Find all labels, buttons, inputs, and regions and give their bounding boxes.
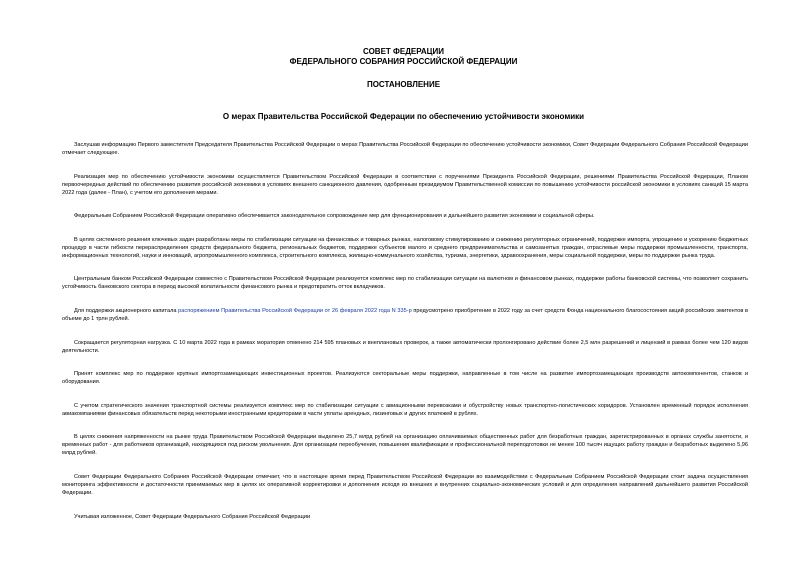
link-paragraph-after: предусмотрено приобретение в 2022 году за счет средств Фонда национального благосостояния акций российских эмитентов в объеме до 1 трлн рублей.: [62, 307, 748, 322]
paragraph: Принят комплекс мер по поддержке крупных импортозамещающих инвестиционных проектов. Реализуются секторальные меры поддержки, направленные в том числе на развитие импортозамещающих производств автокомпонентов, станков и оборудования.: [62, 371, 748, 386]
issuer-line-2: ФЕДЕРАЛЬНОГО СОБРАНИЯ РОССИЙСКОЙ ФЕДЕРАЦИИ: [289, 57, 518, 66]
paragraph: В целях снижения напряженности на рынке труда Правительством Российской Федерации выделено 25,7 млрд рублей на организацию оплачиваемых общественных работ для безработных граждан, зарегистрированных в органах службы занятости, и временных работ - для работников организаций, находящихся под риском увольнения. Для организации переобучения, повышения квалификации и профессиональной переподготовки не менее 100 тысяч ищущих работу граждан и безработных выделено 5,96 млрд рублей.: [62, 434, 748, 457]
decree-link[interactable]: распоряжением Правительства Российской Федерации от 26 февраля 2022 года N 335-р: [178, 307, 412, 314]
issuer-line-1: СОВЕТ ФЕДЕРАЦИИ: [363, 47, 444, 56]
paragraph-with-link: [62, 307, 748, 323]
paragraph: Сокращается регуляторная нагрузка. С 10 марта 2022 года в рамках моратория отменено 214 595 плановых и внеплановых проверок, а также автоматически пролонгировано действие более 2,5 млн разрешений и лицензий в рамках более чем 120 видов деятельности.: [62, 339, 748, 354]
paragraph: Центральным банком Российской Федерации совместно с Правительством Российской Федерации реализуется комплекс мер по стабилизации ситуации на валютном и финансовом рынках, поддержке работы банковской системы, что позволяет сохранить устойчивость банковского сектора в период высокой волатильности финансового рынка и предотвратить отток вкладчиков.: [62, 276, 748, 291]
paragraph: С учетом стратегического значения транспортной системы реализуется комплекс мер по стабилизации ситуации с авиационными перевозками и обустройству новых транспортно-логистических коридоров. Установлен временный порядок исполнения авиакомпаниями финансовых обязательств перед некоторыми иностранными кредиторами в части уплаты арендных, лизинговых и других платежей в рублях.: [62, 402, 748, 417]
paragraph: Федеральным Собранием Российской Федерации оперативно обеспечивается законодательное сопровождение мер для функционирования и дальнейшего развития экономики и социальной сферы.: [74, 213, 595, 220]
paragraph: Совет Федерации Федерального Собрания Российской Федерации отмечает, что в настоящее время перед Правительством Российской Федерации во взаимодействии с Федеральным Собранием Российской Федерации стоит задача осуществления мониторинга эффективности и достаточности принимаемых мер в целях их оперативной корректировки и дополнения исходя из внешних и внутренних социально-экономических условий и для определения направлений дальнейшего развития Российской Федерации.: [62, 473, 748, 496]
paragraph: Реализация мер по обеспечению устойчивости экономики осуществляется Правительством Российской Федерации в соответствии с поручениями Президента Российской Федерации, решениями Правительства Российской Федерации, Планом первоочередных действий по обеспечению развития российской экономики в условиях внешнего санкционного давления, одобренным президиумом Правительственной комиссии по повышению устойчивости российской экономики в условиях санкций 15 марта 2022 года (далее - План), с учетом его дополнения мерами.: [62, 173, 748, 196]
document-title: О мерах Правительства Российской Федерации по обеспечению устойчивости экономики: [222, 112, 585, 121]
issuer-header: [0, 47, 807, 67]
paragraph: Заслушав информацию Первого заместителя Председателя Правительства Российской Федерации о мерах Правительства Российской Федерации по обеспечению устойчивости экономики, Совет Федерации Федерального Собрания Российской Федерации отмечает следующее.: [62, 142, 748, 156]
paragraph: Учитывая изложенное, Совет Федерации Федерального Собрания Российской Федерации: [74, 513, 311, 520]
link-paragraph-before: Для поддержки акционерного капитала: [74, 307, 179, 314]
document-body: [62, 141, 748, 536]
document-type: ПОСТАНОВЛЕНИЕ: [366, 80, 441, 89]
paragraph: В целях системного решения ключевых задач разработаны меры по стабилизации ситуации на финансовых и товарных рынках, налоговому стимулированию и снижению регуляторных ограничений, поддержке импорта, упрощению и ускорению бюджетных процедур в части гибкости перераспределения средств федерального бюджета, региональных бюджетов, поддержке субъектов малого и среднего предпринимательства и самозанятых граждан, отраслевые меры поддержки промышленности, транспорта, информационных технологий, науки и инноваций, агропромышленного комплекса, строительного комплекса, жилищно-коммунального хозяйства, туризма, энергетики, здравоохранения, меры социальной поддержки, меры по поддержке рынка труда.: [62, 236, 748, 259]
